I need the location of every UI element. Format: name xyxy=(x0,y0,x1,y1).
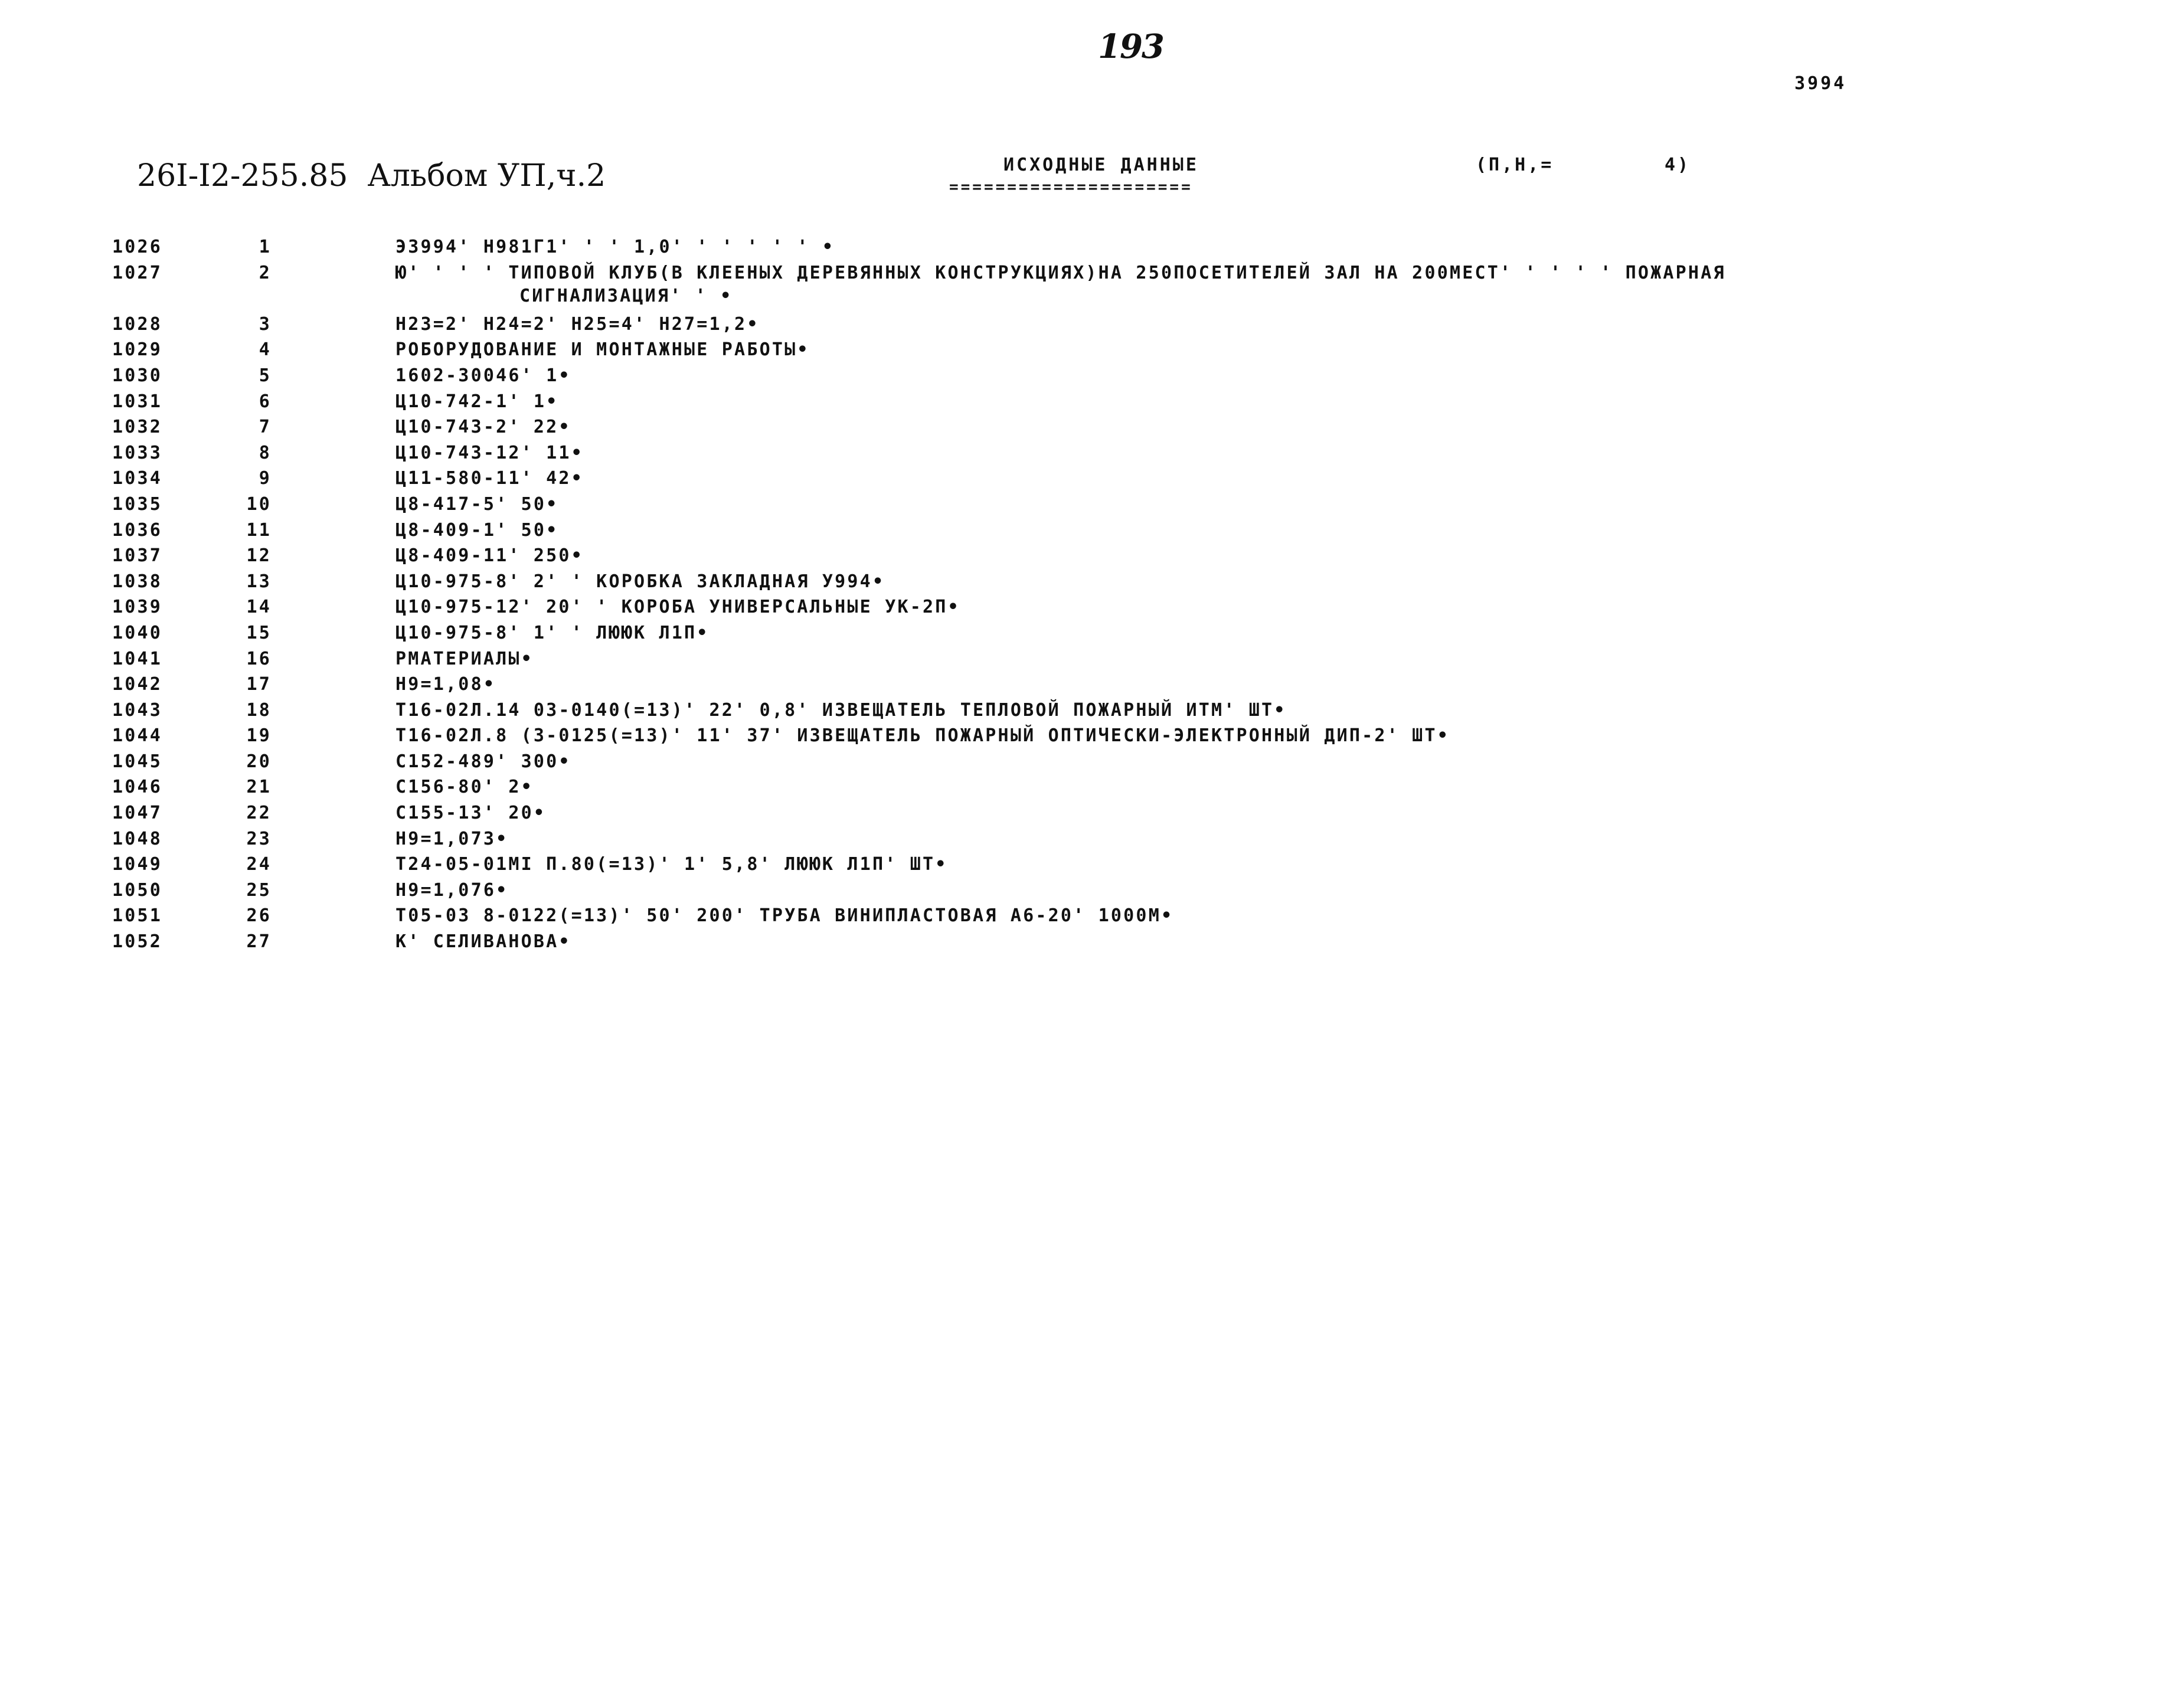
table-row xyxy=(112,903,2119,929)
table-row xyxy=(112,620,2119,646)
sequence-number: 9 xyxy=(259,468,272,489)
sequence-number: 1 xyxy=(259,237,272,257)
table-row xyxy=(112,878,2119,904)
record-text: Т05-03 8-0122(=13)' 50' 200' ТРУБА ВИНИПЛАСТОВАЯ А6-20' 1000М• xyxy=(395,905,1174,927)
sheet-reference-value: 4) xyxy=(1665,155,1691,175)
table-row xyxy=(112,389,2119,415)
line-number: 1039 xyxy=(112,597,163,618)
line-number: 1045 xyxy=(112,751,163,772)
sequence-number: 27 xyxy=(246,931,272,953)
table-row xyxy=(112,594,2119,620)
record-text: К' СЕЛИВАНОВА• xyxy=(395,931,571,953)
line-number: 1050 xyxy=(112,879,163,901)
table-row xyxy=(112,749,2119,775)
record-text: Ц8-409-11' 250• xyxy=(395,545,584,567)
sequence-number: 5 xyxy=(259,365,272,386)
record-text: С156-80' 2• xyxy=(395,777,534,798)
album-label: 26I-I2-255.85 Альбом УП,ч.2 xyxy=(137,158,606,194)
sequence-number: 21 xyxy=(246,777,272,798)
table-row xyxy=(112,260,2119,286)
sequence-number: 14 xyxy=(246,597,272,618)
sequence-number: 25 xyxy=(246,879,272,901)
record-text: Н9=1,073• xyxy=(395,828,509,849)
line-number: 1052 xyxy=(112,931,163,953)
record-text: Т16-02Л.14 03-0140(=13)' 22' 0,8' ИЗВЕЩАТЕЛЬ ТЕПЛОВОЙ ПОЖАРНЫЙ ИТМ' ШТ• xyxy=(395,699,1287,721)
record-text: Ц8-409-1' 50• xyxy=(395,519,559,541)
line-number: 1033 xyxy=(112,442,163,463)
sequence-number: 17 xyxy=(246,674,272,695)
line-number: 1048 xyxy=(112,828,163,849)
table-row xyxy=(112,800,2119,826)
record-text: Ю' ' ' ' ТИПОВОЙ КЛУБ(В КЛЕЕНЫХ ДЕРЕВЯННЫХ КОНСТРУКЦИЯХ)НА 250ПОСЕТИТЕЛЕЙ ЗАЛ НА 200МЕСТ' ' ' ' ' ПОЖАРНАЯ xyxy=(395,262,1726,283)
line-number: 1049 xyxy=(112,854,163,875)
line-number: 1047 xyxy=(112,803,163,824)
handwritten-page-number: 193 xyxy=(1098,27,1163,66)
table-row xyxy=(112,440,2119,466)
document-number: 3994 xyxy=(1794,73,1847,94)
line-number: 1027 xyxy=(112,262,163,283)
sheet-reference-prefix: (П,Н,= xyxy=(1476,155,1554,175)
table-row xyxy=(112,466,2119,492)
sequence-number: 16 xyxy=(246,648,272,669)
table-row xyxy=(112,569,2119,595)
record-text: Т16-02Л.8 (3-0125(=13)' 11' 37' ИЗВЕЩАТЕЛЬ ПОЖАРНЫЙ ОПТИЧЕСКИ-ЭЛЕКТРОННЫЙ ДИП-2' ШТ• xyxy=(395,725,1450,747)
record-text: Ц10-975-8' 1' ' ЛЮЮК Л1П• xyxy=(395,622,710,643)
line-number: 1035 xyxy=(112,493,163,515)
sequence-number: 3 xyxy=(259,313,272,335)
table-row xyxy=(112,672,2119,698)
table-row xyxy=(112,492,2119,518)
record-text: Ц10-975-8' 2' ' КОРОБКА ЗАКЛАДНАЯ У994• xyxy=(395,571,885,592)
sequence-number: 10 xyxy=(246,493,272,515)
sequence-number: 12 xyxy=(246,545,272,567)
sequence-number: 22 xyxy=(246,803,272,824)
line-number: 1031 xyxy=(112,391,163,412)
sequence-number: 6 xyxy=(259,391,272,412)
table-row xyxy=(112,363,2119,389)
record-text: 1602-30046' 1• xyxy=(395,365,571,386)
line-number: 1044 xyxy=(112,725,163,747)
line-number: 1041 xyxy=(112,648,163,669)
sequence-number: 18 xyxy=(246,699,272,721)
record-text: Ц10-743-12' 11• xyxy=(395,442,584,463)
record-text: Н9=1,076• xyxy=(395,879,509,901)
line-number: 1029 xyxy=(112,339,163,361)
sequence-number: 11 xyxy=(246,519,272,541)
row-1027-continuation: СИГНАЛИЗАЦИЯ' ' • xyxy=(519,286,733,306)
line-number: 1040 xyxy=(112,622,163,643)
table-row xyxy=(112,414,2119,440)
table-row xyxy=(112,774,2119,800)
table-row xyxy=(112,826,2119,852)
sequence-number: 2 xyxy=(259,262,272,283)
line-number: 1037 xyxy=(112,545,163,567)
sequence-number: 13 xyxy=(246,571,272,592)
table-row xyxy=(112,723,2119,749)
record-text: Ц8-417-5' 50• xyxy=(395,493,559,515)
line-number: 1036 xyxy=(112,519,163,541)
table-row xyxy=(112,234,2119,260)
record-text: Ц10-743-2' 22• xyxy=(395,417,571,438)
sequence-number: 20 xyxy=(246,751,272,772)
line-number: 1026 xyxy=(112,237,163,257)
sequence-number: 15 xyxy=(246,622,272,643)
sequence-number: 26 xyxy=(246,905,272,927)
record-text: С152-489' 300• xyxy=(395,751,571,772)
line-number: 1030 xyxy=(112,365,163,386)
record-text: Т24-05-01МI П.80(=13)' 1' 5,8' ЛЮЮК Л1П' ШТ• xyxy=(395,854,948,875)
line-number: 1032 xyxy=(112,417,163,438)
sequence-number: 8 xyxy=(259,442,272,463)
record-text: Н9=1,08• xyxy=(395,674,496,695)
record-text: Э3994' Н981Г1' ' ' 1,0' ' ' ' ' ' • xyxy=(395,237,835,257)
header-underline: ===================== xyxy=(949,178,1193,196)
header-title: ИСХОДНЫЕ ДАННЫЕ xyxy=(1003,155,1199,175)
record-text: Ц11-580-11' 42• xyxy=(395,468,584,489)
sequence-number: 24 xyxy=(246,854,272,875)
table-row xyxy=(112,543,2119,569)
table-row xyxy=(112,312,2119,338)
table-row xyxy=(112,646,2119,672)
line-number: 1034 xyxy=(112,468,163,489)
line-number: 1043 xyxy=(112,699,163,721)
record-text: РМАТЕРИАЛЫ• xyxy=(395,648,534,669)
record-text: Н23=2' Н24=2' Н25=4' Н27=1,2• xyxy=(395,313,760,335)
data-listing xyxy=(112,234,2119,953)
line-number: 1046 xyxy=(112,777,163,798)
record-text: С155-13' 20• xyxy=(395,803,547,824)
sequence-number: 19 xyxy=(246,725,272,747)
table-row xyxy=(112,337,2119,363)
sequence-number: 7 xyxy=(259,417,272,438)
record-text: РОБОРУДОВАНИЕ И МОНТАЖНЫЕ РАБОТЫ• xyxy=(395,339,810,361)
table-row xyxy=(112,518,2119,544)
table-row xyxy=(112,698,2119,724)
record-text: Ц10-975-12' 20' ' КОРОБА УНИВЕРСАЛЬНЫЕ УК-2П• xyxy=(395,597,960,618)
sequence-number: 23 xyxy=(246,828,272,849)
record-text: Ц10-742-1' 1• xyxy=(395,391,559,412)
table-row xyxy=(112,929,2119,955)
line-number: 1051 xyxy=(112,905,163,927)
line-number: 1042 xyxy=(112,674,163,695)
sequence-number: 4 xyxy=(259,339,272,361)
line-number: 1038 xyxy=(112,571,163,592)
line-number: 1028 xyxy=(112,313,163,335)
table-row xyxy=(112,852,2119,878)
